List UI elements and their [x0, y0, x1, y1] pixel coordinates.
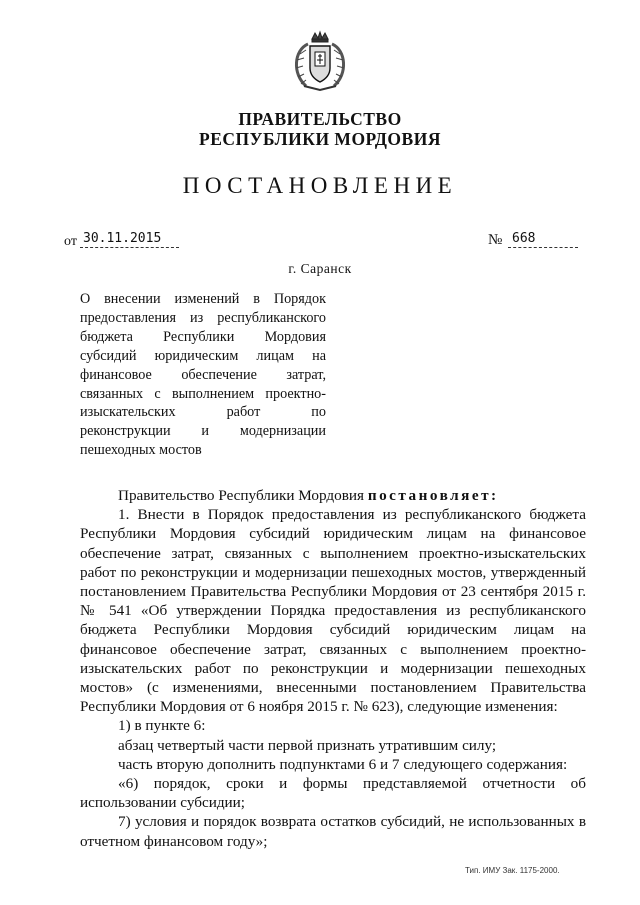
subject-block	[80, 290, 326, 460]
subject-line: изыскательских работ по	[80, 404, 326, 421]
subject-line: связанных с выполнением проектно-	[80, 385, 326, 402]
paragraph-line: обеспечение затрат, связанных с выполнением проектно-изыскательских	[80, 544, 586, 562]
item-line: «6) порядок, сроки и формы представляемой отчетности об	[118, 775, 586, 793]
subject-line: предоставления из республиканского	[80, 309, 326, 326]
city-line: г. Саранск	[288, 261, 352, 276]
item-line: 1) в пункте 6:	[118, 717, 206, 735]
paragraph-line: финансовое обеспечение затрат, связанных с выполнением проектно-	[80, 640, 586, 658]
number-prefix: №	[488, 232, 503, 248]
document-number: 668	[508, 230, 578, 248]
item-line: часть вторую дополнить подпунктами 6 и 7 следующего содержания:	[118, 755, 568, 773]
subject-line: бюджета Республики Мордовия	[80, 328, 326, 345]
intro-lead: Правительство Республики Мордовия	[118, 487, 368, 504]
paragraph-line: работ по реконструкции и модернизации пешеходных мостов, утвержденный	[80, 563, 586, 581]
government-title-line2: РЕСПУБЛИКИ МОРДОВИЯ	[199, 129, 441, 149]
government-title-line1: ПРАВИТЕЛЬСТВО	[238, 109, 402, 129]
paragraph-line: изыскательских работ по реконструкции и модернизации пешеходных	[80, 659, 586, 677]
subject-line: О внесении изменений в Порядок	[80, 291, 326, 307]
subject-line: пешеходных мостов	[80, 442, 202, 459]
subject-line: финансовое обеспечение затрат,	[80, 366, 326, 383]
subject-line: реконструкции и модернизации	[80, 423, 326, 440]
paragraph-line: 1. Внести в Порядок предоставления из республиканского бюджета	[118, 506, 586, 524]
item-line: абзац четвертый части первой признать утратившим силу;	[118, 736, 497, 754]
paragraph-line: № 541 «Об утверждении Порядка предоставления из республиканского	[80, 602, 586, 620]
paragraph-line: Республики Мордовия от 6 ноября 2015 г. № 623), следующие изменения:	[80, 698, 558, 716]
paragraph-line: постановлением Правительства Республики Мордовия от 23 сентября 2015 г.	[80, 583, 586, 601]
paragraph-line: Республики Мордовия субсидий юридическим лицам на финансовое	[80, 525, 586, 543]
document-body	[80, 486, 586, 851]
item-line: 7) условия и порядок возврата остатков субсидий, не использованных в	[118, 813, 586, 831]
resolves-word: постановляет:	[367, 487, 499, 504]
item-line: отчетном финансовом году»;	[80, 832, 268, 850]
intro-line	[80, 486, 586, 505]
document-type-heading: ПОСТАНОВЛЕНИЕ	[182, 173, 458, 198]
paragraph-line: бюджета Республики Мордовия субсидий юридическим лицам на	[80, 621, 586, 639]
item-line: использовании субсидии;	[80, 794, 246, 812]
paragraph-line: мостов» (с изменениями, внесенными постановлением Правительства	[80, 679, 586, 697]
document-date: 30.11.2015	[80, 230, 179, 248]
date-prefix: от	[64, 234, 77, 249]
print-mark: Тип. ИМУ Зак. 1175-2000.	[465, 866, 560, 875]
subject-line: субсидий юридическим лицам на	[80, 347, 326, 364]
coat-of-arms-emblem	[282, 30, 358, 94]
